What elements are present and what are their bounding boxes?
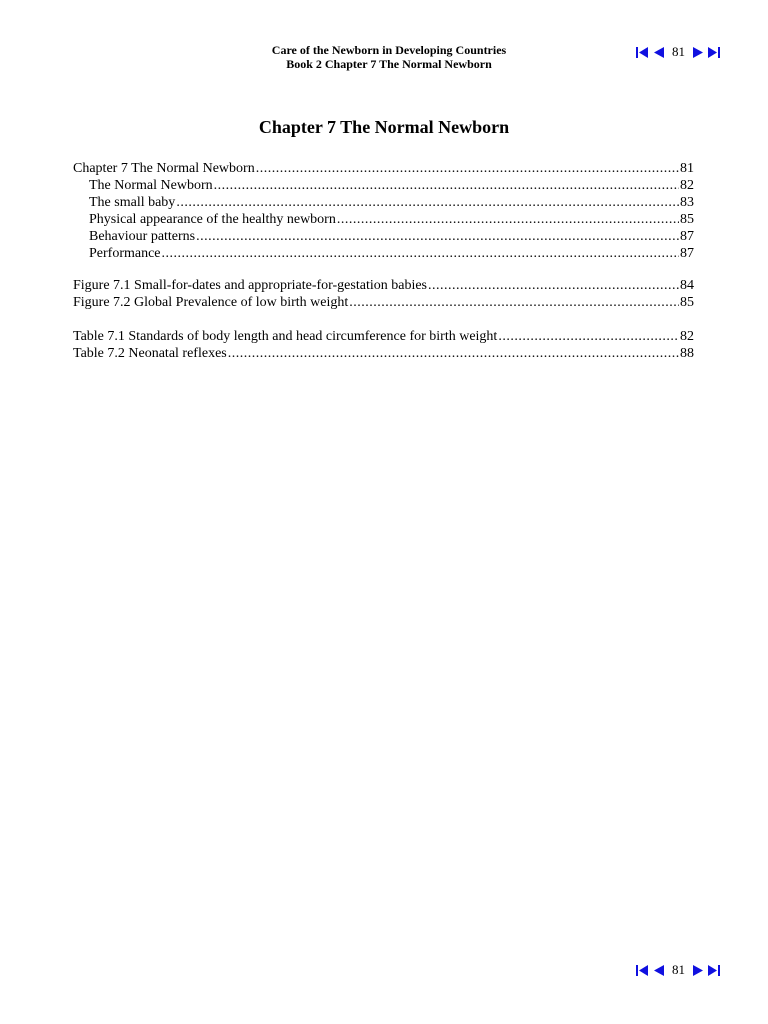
toc-entry-label: Table 7.1 Standards of body length and head circumference for birth weight — [73, 329, 498, 344]
page-navigation-bottom — [636, 963, 720, 977]
toc-entry-page: 82 — [680, 178, 694, 193]
dot-leader — [228, 345, 679, 362]
toc-entry-label: Behaviour patterns — [89, 229, 196, 244]
dot-leader — [214, 177, 679, 194]
toc-entry-label: Physical appearance of the healthy newborn — [89, 212, 336, 227]
dot-leader — [176, 194, 679, 211]
toc-entry-label: Chapter 7 The Normal Newborn — [73, 161, 255, 176]
dot-leader — [349, 294, 679, 311]
last-page-icon[interactable] — [708, 965, 720, 976]
first-page-icon[interactable] — [636, 965, 648, 976]
toc-table-entry[interactable] — [73, 345, 694, 362]
toc-entry[interactable] — [73, 194, 694, 211]
toc-entry-label: Figure 7.1 Small-for-dates and appropriate-for-gestation babies — [73, 278, 427, 293]
next-page-icon[interactable] — [693, 965, 703, 976]
toc-entry[interactable] — [73, 228, 694, 245]
last-page-icon[interactable] — [708, 47, 720, 58]
toc-section-figures — [73, 277, 694, 311]
page-navigation-top — [636, 45, 720, 59]
toc-figure-entry[interactable] — [73, 294, 694, 311]
toc-entry-label: Table 7.2 Neonatal reflexes — [73, 346, 227, 361]
first-page-icon[interactable] — [636, 47, 648, 58]
dot-leader — [337, 211, 679, 228]
toc-entry-label: The small baby — [89, 195, 176, 210]
toc-entry-label: Performance — [89, 246, 161, 261]
toc-table-entry[interactable] — [73, 328, 694, 345]
toc-entry[interactable] — [73, 160, 694, 177]
toc-figure-entry[interactable] — [73, 277, 694, 294]
toc-entry-page: 85 — [680, 212, 694, 227]
dot-leader — [162, 245, 679, 262]
page-number: 81 — [672, 962, 685, 977]
toc-entry[interactable] — [73, 177, 694, 194]
toc-section-tables — [73, 328, 694, 362]
toc-entry-label: The Normal Newborn — [89, 178, 213, 193]
toc-entry[interactable] — [73, 211, 694, 228]
toc-entry-page: 85 — [680, 295, 694, 310]
toc-entry-page: 84 — [680, 278, 694, 293]
header-book-title: Care of the Newborn in Developing Countries — [271, 43, 507, 57]
dot-leader — [256, 160, 679, 177]
previous-page-icon[interactable] — [654, 965, 664, 976]
toc-entry-page: 87 — [680, 229, 694, 244]
toc-entry-page: 81 — [680, 161, 694, 176]
toc-entry-page: 82 — [680, 329, 694, 344]
toc-entry-page: 87 — [680, 246, 694, 261]
toc-entry[interactable] — [73, 245, 694, 262]
toc-section-entries — [73, 160, 694, 262]
toc-entry-page: 88 — [680, 346, 694, 361]
page-number: 81 — [672, 44, 685, 59]
toc-entry-page: 83 — [680, 195, 694, 210]
header-chapter: Book 2 Chapter 7 The Normal Newborn — [286, 57, 492, 71]
next-page-icon[interactable] — [693, 47, 703, 58]
previous-page-icon[interactable] — [654, 47, 664, 58]
dot-leader — [498, 328, 679, 345]
toc-entry-label: Figure 7.2 Global Prevalence of low birth weight — [73, 295, 349, 310]
dot-leader — [196, 228, 679, 245]
chapter-title: Chapter 7 The Normal Newborn — [258, 117, 510, 137]
dot-leader — [428, 277, 679, 294]
